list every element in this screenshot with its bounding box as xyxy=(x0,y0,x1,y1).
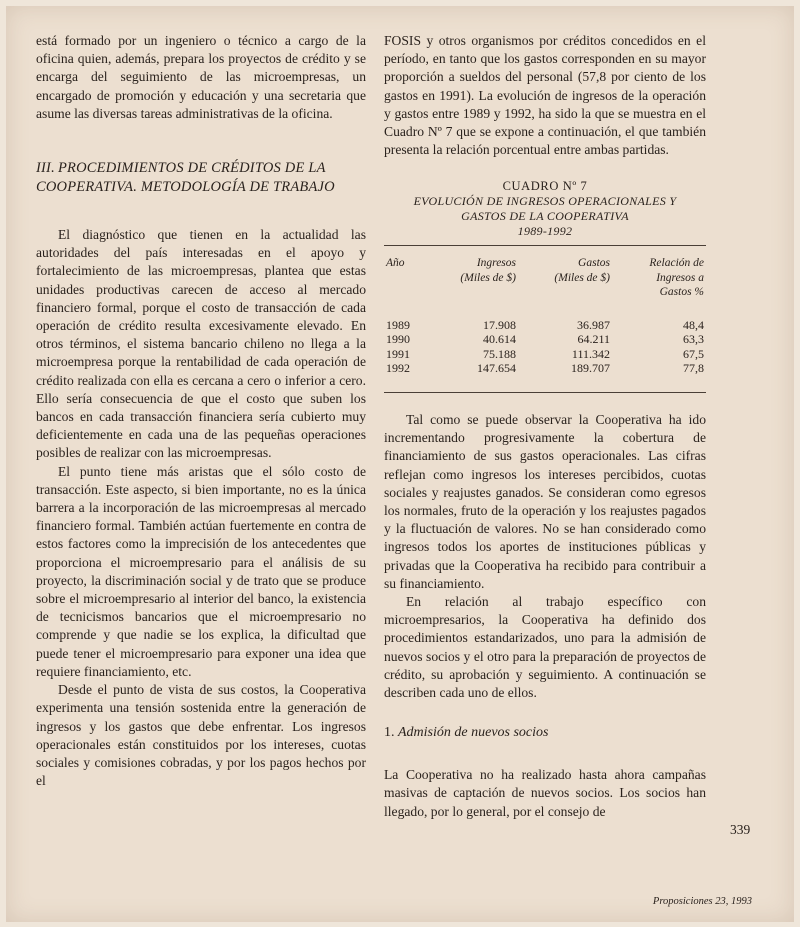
cell-year: 1992 xyxy=(386,361,410,376)
section-heading xyxy=(36,159,366,196)
subsection-title: Admisión de nuevos socios xyxy=(398,725,549,741)
right-column xyxy=(384,32,706,821)
cell-year: 1989 xyxy=(386,317,410,332)
subsection-number: 1. xyxy=(384,725,395,741)
cell-ratio: 48,4 xyxy=(683,317,704,332)
table-row xyxy=(384,332,706,347)
table-row xyxy=(384,318,706,333)
cell-year: 1990 xyxy=(386,332,410,347)
cell-income: 40.614 xyxy=(483,332,516,347)
cell-expense: 189.707 xyxy=(571,361,610,376)
cell-income: 75.188 xyxy=(483,346,516,361)
table-title-line-1: EVOLUCIÓN DE INGRESOS OPERACIONALES Y xyxy=(413,194,677,209)
cell-ratio: 63,3 xyxy=(683,332,704,347)
table-bottom-rule xyxy=(384,392,706,393)
cell-income: 17.908 xyxy=(483,317,516,332)
paragraph-transaction-cost: El punto tiene más aristas que el sólo costo de transacción. Este aspecto, si bien importante, no es la única barrera a la incorporación de las microempresas al mercado financiero formal. También actúan fuertemente en contra de estos factores como la imprecisión de los antecedentes que proporciona el microempresario para el análisis de su proyecto, la discriminación social y de trato que se produce sobre el microempresario al interior del banco, la existencia de tecnicismos bancarios que el microempresario no comprende y que nadie se los explica, la dificultad que puede tener el microempresario para exponer una idea que requiere financiamiento, etc. xyxy=(36,463,366,679)
header-expense: Gastos (Miles de $) xyxy=(554,257,610,284)
cell-ratio: 77,8 xyxy=(683,361,704,376)
table-row xyxy=(384,347,706,362)
paragraph-fosis: FOSIS y otros organismos por créditos concedidos en el período, en tanto que los gastos corresponden en su mayor proporción a sueldos del personal (57,8 por ciento de los gastos en 1991). La evolución de ingresos de la operación y gastos entre 1989 y 1992, ha sido la que se muestra en el Cuadro Nº 7 que se expone a continuación, el que también presenta la relación porcentual entre ambas partidas. xyxy=(384,33,706,158)
paragraph-coverage: Tal como se puede observar la Cooperativa ha ido incrementando progresivamente la cobertura de financiamiento de sus gastos operacionales. Las cifras reflejan como ingresos los intereses percibidos, cuotas sociales y reajustes ganados. Se consideran como egresos los normales, fruto de la operación y los reajustes pagados y la fluctuación de valores. No se han considerado como ingresos todos los aportes de instituciones públicas y privadas que la Cooperativa ha recibido para contribuir a su financiamiento. xyxy=(384,411,706,591)
cell-expense: 64.211 xyxy=(577,332,610,347)
document-page xyxy=(6,6,794,922)
paragraph-costs: Desde el punto de vista de sus costos, la Cooperativa experimenta una tensión sostenida entre la generación de ingresos y los gastos que debe enfrentar. Los ingresos operacionales están constituidos por los intereses, cuotas sociales y comisiones cobradas, y por los pagos hechos por el xyxy=(36,682,366,789)
header-income: Ingresos (Miles de $) xyxy=(460,257,516,284)
section-title: PROCEDIMIENTOS DE CRÉDITOS DE LA COOPERATIVA. METODOLOGÍA DE TRABAJO xyxy=(36,160,335,195)
paragraph-diagnosis: El diagnóstico que tienen en la actualidad las autoridades del país interesadas en el apoyo y fortalecimiento de las microempresas, plantea que estas unidades productivas carecen de acceso al mercado financiero formal, porque el costo de transacción de cada operación de crédito resulta excesivamente elevado. En otros términos, el sistema bancario chileno no llega a la microempresa porque la rentabilidad de cada operación de crédito realizada con ella es cercana a cero o inferior a cero. Ello sería consecuencia de que el costo que suben los bancos en cada transacción financiera sería cubierto muy deficientemente en cada una de las pequeñas operaciones posibles de realizar con las microempresas. xyxy=(36,227,366,461)
section-number: III. xyxy=(36,160,55,177)
header-year: Año xyxy=(386,257,405,270)
cell-expense: 111.342 xyxy=(571,346,610,361)
table-title-line-2: GASTOS DE LA COOPERATIVA xyxy=(461,209,629,224)
paragraph-office-staff: está formado por un ingeniero o técnico a cargo de la oficina quien, además, prepara los proyectos de crédito y se encarga del seguimiento de las microempresas, un encargado de promoción y educación y una secretaria que asume las diversas tareas administrativas de la oficina. xyxy=(36,33,366,121)
cell-year: 1991 xyxy=(386,346,410,361)
header-ratio: Relación de Ingresos a Gastos % xyxy=(649,257,704,299)
table-header-row xyxy=(384,246,706,318)
left-column xyxy=(36,32,366,790)
table-row xyxy=(384,361,706,376)
income-expense-table xyxy=(384,246,706,376)
subsection-heading xyxy=(384,724,706,742)
paragraph-new-members: La Cooperativa no ha realizado hasta ahora campañas masivas de captación de nuevos socios. Los socios han llegado, por lo general, por el consejo de xyxy=(384,767,706,819)
cell-income: 147.654 xyxy=(477,361,516,376)
footer-journal: Proposiciones 23, 1993 xyxy=(652,896,752,907)
table-heading xyxy=(384,179,706,239)
table-title-line-3: 1989-1992 xyxy=(517,224,573,239)
cell-expense: 36.987 xyxy=(577,317,610,332)
paragraph-procedures: En relación al trabajo específico con microempresarios, la Cooperativa ha definido dos procedimientos estandarizados, uno para la admisión de nuevos socios y el otro para la preparación de proyectos de crédito, su aprobación y seguimiento. A continuación se describen cada uno de ellos. xyxy=(384,593,706,700)
table-caption: CUADRO Nº 7 xyxy=(502,179,588,194)
cell-ratio: 67,5 xyxy=(683,346,704,361)
page-number: 339 xyxy=(730,822,751,837)
